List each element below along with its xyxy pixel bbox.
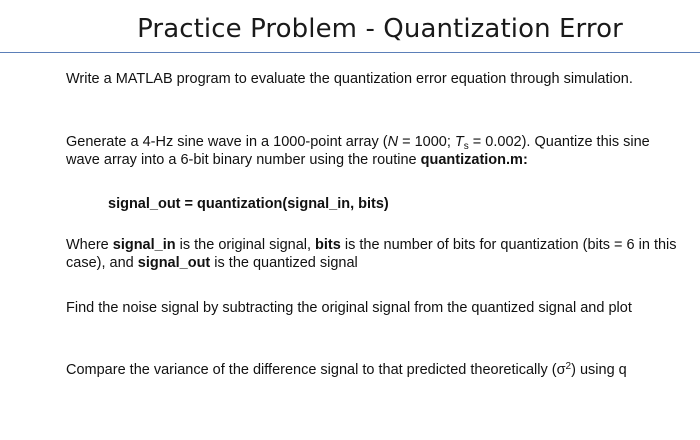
sigma-superscript: 2 [565, 361, 572, 372]
paragraph-noise: Find the noise signal by subtracting the original signal from the quantized signal and plot [66, 300, 632, 316]
code-line: signal_out = quantization(signal_in, bits) [108, 196, 389, 212]
slide-title: Practice Problem - Quantization Error [137, 14, 623, 44]
paragraph-compare [66, 361, 686, 379]
p6-text-a: Compare the variance of the difference signal to that predicted theoretically (σ [66, 362, 566, 378]
n-variable: N [387, 134, 399, 150]
signal-out-term: signal_out [137, 255, 211, 271]
p4-text-b: is the original signal, [175, 237, 316, 253]
paragraph-generate [66, 133, 686, 169]
p2-text-c: = 0.002). Quantize this sine wave array into a 6-bit binary number using the routine [66, 134, 650, 168]
t-subscript: s [463, 141, 469, 152]
p2-text-b: = 1000; [398, 134, 455, 150]
routine-name: quantization.m: [420, 152, 528, 168]
title-divider [0, 52, 700, 53]
t-variable: T [454, 134, 464, 150]
p4-text-d: is the quantized signal [210, 255, 358, 271]
bits-term: bits [315, 237, 341, 253]
p6-text-b: ) using q [571, 362, 627, 378]
paragraph-intro: Write a MATLAB program to evaluate the quantization error equation through simulation. [66, 71, 633, 87]
p4-text-c: is the number of bits for quantization (bits = 6 in this case), and [66, 237, 677, 271]
paragraph-where [66, 236, 686, 272]
signal-in-term: signal_in [112, 237, 176, 253]
p2-text-a: Generate a 4-Hz sine wave in a 1000-point array ( [66, 134, 388, 150]
p4-text-a: Where [66, 237, 113, 253]
